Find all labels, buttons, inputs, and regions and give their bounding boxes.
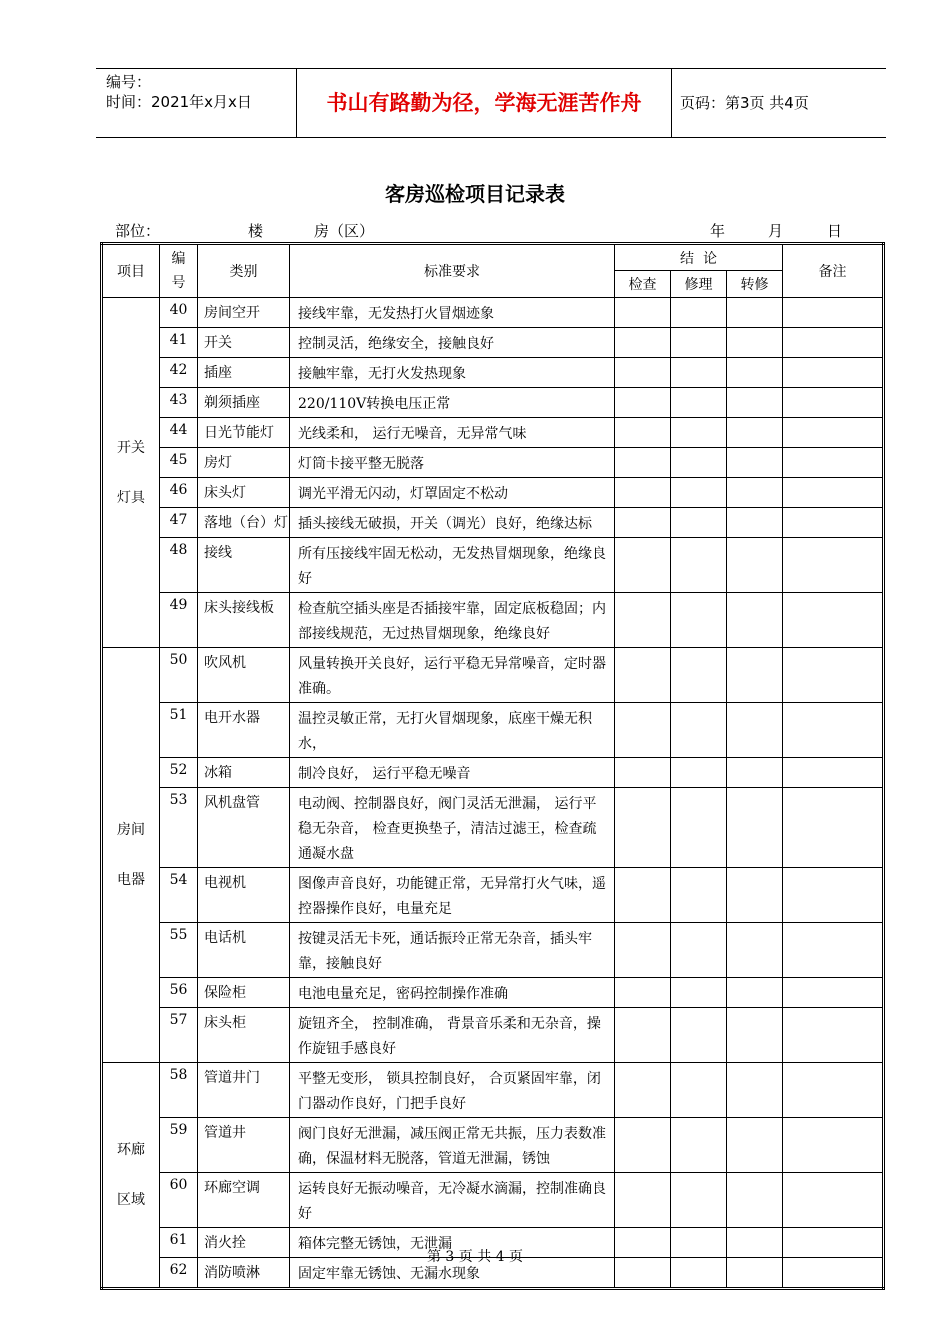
row-standard: 箱体完整无锈蚀，无泄漏 [290, 1228, 615, 1258]
row-category: 环廊空调 [198, 1173, 290, 1228]
page-title: 客房巡检项目记录表 [385, 182, 565, 206]
page-label: 页码：第3页 共4页 [680, 94, 809, 112]
table-row [102, 1063, 884, 1118]
transfer-cell[interactable] [727, 418, 783, 448]
row-standard: 阀门良好无泄漏，减压阀正常无共振，压力表数准确，保温材料无脱落，管道无泄漏，锈蚀 [290, 1118, 615, 1173]
row-number: 55 [160, 923, 198, 978]
remark-cell[interactable] [783, 388, 884, 418]
row-number: 59 [160, 1118, 198, 1173]
header-repair: 修理 [671, 271, 727, 298]
page-header [96, 68, 886, 138]
building-label: 楼 [248, 222, 264, 240]
table-row [102, 1118, 884, 1173]
remark-cell[interactable] [783, 868, 884, 923]
row-number: 51 [160, 703, 198, 758]
row-category: 日光节能灯 [198, 418, 290, 448]
table-row [102, 923, 884, 978]
project-label: 电器 [117, 872, 145, 888]
row-standard: 温控灵敏正常，无打火冒烟现象，底座干燥无积水， [290, 703, 615, 758]
row-category: 吹风机 [198, 648, 290, 703]
repair-cell[interactable] [671, 298, 727, 328]
project-label: 灯具 [117, 489, 145, 506]
remark-cell[interactable] [783, 478, 884, 508]
check-cell[interactable] [615, 418, 671, 448]
header-number-line1: 编 [171, 251, 186, 267]
row-standard: 灯筒卡接平整无脱落 [290, 448, 615, 478]
row-category: 插座 [198, 358, 290, 388]
row-category: 落地（台）灯 [198, 508, 290, 538]
repair-cell[interactable] [671, 418, 727, 448]
repair-cell[interactable] [671, 868, 727, 923]
repair-cell[interactable] [671, 1173, 727, 1228]
table-row [102, 593, 884, 648]
year-label: 年 [710, 222, 726, 240]
room-label: 房（区） [314, 222, 375, 240]
remark-cell[interactable] [783, 448, 884, 478]
transfer-cell[interactable] [727, 478, 783, 508]
row-number: 56 [160, 978, 198, 1008]
table-row [102, 418, 884, 448]
check-cell[interactable] [615, 593, 671, 648]
row-standard: 接线牢靠，无发热打火冒烟迹象 [290, 298, 615, 328]
transfer-cell[interactable] [727, 1063, 783, 1118]
table-row [102, 1008, 884, 1063]
transfer-cell[interactable] [727, 923, 783, 978]
row-number: 44 [160, 418, 198, 448]
remark-cell[interactable] [783, 788, 884, 868]
row-standard: 所有压接线牢固无松动，无发热冒烟现象，绝缘良好 [290, 538, 615, 593]
row-category: 床头灯 [198, 478, 290, 508]
check-cell[interactable] [615, 1118, 671, 1173]
check-cell[interactable] [615, 358, 671, 388]
month-label: 月 [768, 222, 784, 240]
row-number: 41 [160, 328, 198, 358]
header-transfer: 转修 [727, 271, 783, 298]
table-row [102, 478, 884, 508]
row-category: 房灯 [198, 448, 290, 478]
remark-cell[interactable] [783, 923, 884, 978]
remark-cell[interactable] [783, 1008, 884, 1063]
table-row [102, 328, 884, 358]
row-category: 保险柜 [198, 978, 290, 1008]
header-standard: 标准要求 [290, 244, 615, 298]
row-standard: 插头接线无破损，开关（调光）良好，绝缘达标 [290, 508, 615, 538]
project-cell [102, 648, 160, 1063]
remark-cell[interactable] [783, 593, 884, 648]
row-number: 58 [160, 1063, 198, 1118]
check-cell[interactable] [615, 448, 671, 478]
transfer-cell[interactable] [727, 328, 783, 358]
repair-cell[interactable] [671, 478, 727, 508]
day-label: 日 [827, 222, 843, 240]
row-standard: 光线柔和， 运行无噪音，无异常气味 [290, 418, 615, 448]
row-category: 消火拴 [198, 1228, 290, 1258]
check-cell[interactable] [615, 478, 671, 508]
row-standard: 平整无变形， 锁具控制良好， 合页紧固牢靠，闭门器动作良好，门把手良好 [290, 1063, 615, 1118]
check-cell[interactable] [615, 538, 671, 593]
row-category: 接线 [198, 538, 290, 593]
header-info-cell [96, 69, 297, 137]
check-cell[interactable] [615, 788, 671, 868]
row-standard: 检查航空插头座是否插接牢靠，固定底板稳固；内部接线规范，无过热冒烟现象，绝缘良好 [290, 593, 615, 648]
header-remark: 备注 [783, 244, 884, 298]
remark-cell[interactable] [783, 508, 884, 538]
check-cell[interactable] [615, 868, 671, 923]
remark-cell[interactable] [783, 298, 884, 328]
header-category: 类别 [198, 244, 290, 298]
repair-cell[interactable] [671, 448, 727, 478]
remark-cell[interactable] [783, 358, 884, 388]
table-row [102, 448, 884, 478]
row-number: 47 [160, 508, 198, 538]
transfer-cell[interactable] [727, 1118, 783, 1173]
repair-cell[interactable] [671, 388, 727, 418]
row-number: 45 [160, 448, 198, 478]
table-row [102, 1173, 884, 1228]
table-row [102, 868, 884, 923]
project-label: 开关 [117, 439, 145, 456]
project-cell [102, 298, 160, 648]
table-row [102, 358, 884, 388]
row-number: 49 [160, 593, 198, 648]
code-label: 编号： [106, 73, 152, 91]
transfer-cell[interactable] [727, 758, 783, 788]
row-number: 53 [160, 788, 198, 868]
repair-cell[interactable] [671, 923, 727, 978]
row-standard: 调光平滑无闪动，灯罩固定不松动 [290, 478, 615, 508]
repair-cell[interactable] [671, 1118, 727, 1173]
table-row [102, 703, 884, 758]
repair-cell[interactable] [671, 508, 727, 538]
transfer-cell[interactable] [727, 448, 783, 478]
row-number: 61 [160, 1228, 198, 1258]
row-category: 管道井 [198, 1118, 290, 1173]
repair-cell[interactable] [671, 1008, 727, 1063]
row-standard: 风量转换开关良好，运行平稳无异常噪音，定时器准确。 [290, 648, 615, 703]
check-cell[interactable] [615, 298, 671, 328]
transfer-cell[interactable] [727, 788, 783, 868]
table-row [102, 538, 884, 593]
check-cell[interactable] [615, 923, 671, 978]
remark-cell[interactable] [783, 418, 884, 448]
project-label: 房间 [117, 822, 145, 838]
check-cell[interactable] [615, 1008, 671, 1063]
repair-cell[interactable] [671, 328, 727, 358]
transfer-cell[interactable] [727, 978, 783, 1008]
row-standard: 图像声音良好，功能键正常，无异常打火气味，遥控器操作良好，电量充足 [290, 868, 615, 923]
transfer-cell[interactable] [727, 648, 783, 703]
row-category: 冰箱 [198, 758, 290, 788]
transfer-cell[interactable] [727, 1173, 783, 1228]
row-standard: 控制灵活，绝缘安全，接触良好 [290, 328, 615, 358]
header-check: 检查 [615, 271, 671, 298]
row-number: 40 [160, 298, 198, 328]
row-category: 风机盘管 [198, 788, 290, 868]
repair-cell[interactable] [671, 788, 727, 868]
check-cell[interactable] [615, 703, 671, 758]
row-category: 管道井门 [198, 1063, 290, 1118]
table-row [102, 758, 884, 788]
header-conclusion: 结 论 [615, 244, 783, 271]
repair-cell[interactable] [671, 703, 727, 758]
remark-cell[interactable] [783, 1063, 884, 1118]
check-cell[interactable] [615, 508, 671, 538]
header-row [102, 244, 884, 271]
row-number: 46 [160, 478, 198, 508]
remark-cell[interactable] [783, 1118, 884, 1173]
row-number: 60 [160, 1173, 198, 1228]
check-cell[interactable] [615, 648, 671, 703]
repair-cell[interactable] [671, 538, 727, 593]
repair-cell[interactable] [671, 648, 727, 703]
table-row [102, 978, 884, 1008]
row-category: 开关 [198, 328, 290, 358]
row-standard: 旋钮齐全， 控制准确， 背景音乐柔和无杂音，操作旋钮手感良好 [290, 1008, 615, 1063]
repair-cell[interactable] [671, 758, 727, 788]
row-standard: 制冷良好， 运行平稳无噪音 [290, 758, 615, 788]
table-row [102, 298, 884, 328]
row-standard: 接触牢靠，无打火发热现象 [290, 358, 615, 388]
row-number: 43 [160, 388, 198, 418]
remark-cell[interactable] [783, 648, 884, 703]
time-label: 时间：2021年x月x日 [106, 93, 252, 111]
inspection-table [100, 242, 885, 1290]
check-cell[interactable] [615, 758, 671, 788]
transfer-cell[interactable] [727, 1008, 783, 1063]
project-label: 环廊 [117, 1142, 145, 1158]
table-row [102, 388, 884, 418]
row-category: 床头接线板 [198, 593, 290, 648]
remark-cell[interactable] [783, 703, 884, 758]
page-footer: 第 3 页 共 4 页 [426, 1249, 524, 1265]
check-cell[interactable] [615, 1173, 671, 1228]
row-number: 62 [160, 1258, 198, 1289]
row-standard: 固定牢靠无锈蚀、无漏水现象 [290, 1258, 615, 1289]
repair-cell[interactable] [671, 978, 727, 1008]
remark-cell[interactable] [783, 758, 884, 788]
row-category: 床头柜 [198, 1008, 290, 1063]
repair-cell[interactable] [671, 358, 727, 388]
header-project: 项目 [102, 244, 160, 298]
header-number [160, 244, 198, 298]
check-cell[interactable] [615, 978, 671, 1008]
row-standard: 运转良好无振动噪音，无冷凝水滴漏，控制准确良好 [290, 1173, 615, 1228]
row-number: 57 [160, 1008, 198, 1063]
transfer-cell[interactable] [727, 593, 783, 648]
row-category: 房间空开 [198, 298, 290, 328]
transfer-cell[interactable] [727, 298, 783, 328]
row-category: 电开水器 [198, 703, 290, 758]
row-standard: 220/110V转换电压正常 [290, 388, 615, 418]
row-standard: 按键灵活无卡死，通话振玲正常无杂音，插头牢靠，接触良好 [290, 923, 615, 978]
row-category: 消防喷淋 [198, 1258, 290, 1289]
row-number: 54 [160, 868, 198, 923]
remark-cell[interactable] [783, 1173, 884, 1228]
check-cell[interactable] [615, 1063, 671, 1118]
row-category: 电视机 [198, 868, 290, 923]
row-standard: 电动阀、控制器良好，阀门灵活无泄漏， 运行平稳无杂音， 检查更换垫子，清洁过滤王，检查疏通凝水盘 [290, 788, 615, 868]
table-row [102, 648, 884, 703]
repair-cell[interactable] [671, 593, 727, 648]
header-number-line2: 号 [171, 275, 186, 291]
transfer-cell[interactable] [727, 358, 783, 388]
transfer-cell[interactable] [727, 538, 783, 593]
table-row [102, 788, 884, 868]
row-category: 剃须插座 [198, 388, 290, 418]
remark-cell[interactable] [783, 538, 884, 593]
remark-cell[interactable] [783, 328, 884, 358]
project-label: 区域 [117, 1192, 145, 1208]
repair-cell[interactable] [671, 1063, 727, 1118]
transfer-cell[interactable] [727, 868, 783, 923]
row-number: 52 [160, 758, 198, 788]
transfer-cell[interactable] [727, 508, 783, 538]
row-number: 42 [160, 358, 198, 388]
motto: 书山有路勤为径，学海无涯苦作舟 [297, 69, 672, 137]
transfer-cell[interactable] [727, 388, 783, 418]
check-cell[interactable] [615, 388, 671, 418]
dept-label: 部位： [115, 222, 161, 240]
row-category: 电话机 [198, 923, 290, 978]
row-number: 48 [160, 538, 198, 593]
remark-cell[interactable] [783, 978, 884, 1008]
row-number: 50 [160, 648, 198, 703]
row-standard: 电池电量充足，密码控制操作准确 [290, 978, 615, 1008]
table-row [102, 508, 884, 538]
check-cell[interactable] [615, 328, 671, 358]
transfer-cell[interactable] [727, 703, 783, 758]
